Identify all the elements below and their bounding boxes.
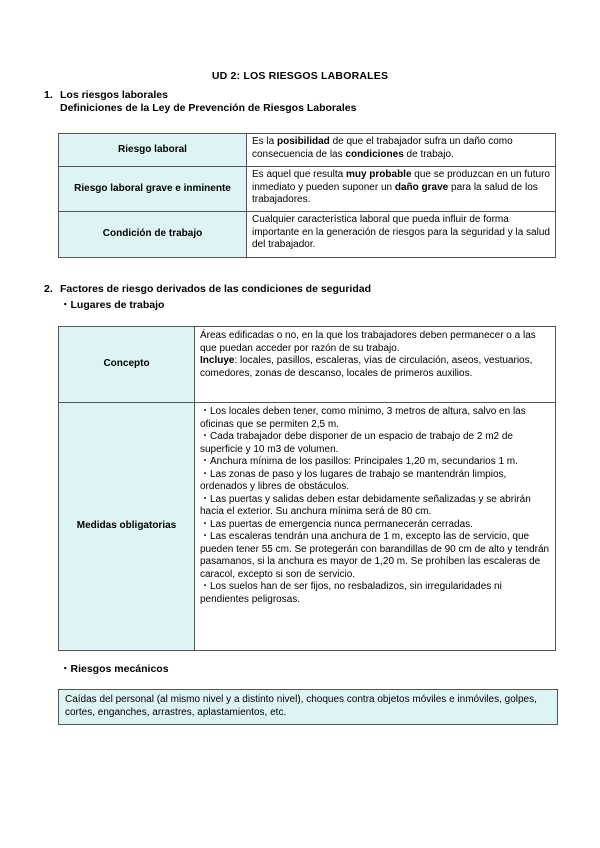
concept-text: Áreas edificadas o no, en la que los trabajadores deben permanecer o a las que puedan acceder por razón de su trabajo. Incluye: locales, pasillos, escaleras, vías de circulación, aseos, vestuarios, comedores, zonas de descanso, locales de primeros auxilios.: [195, 327, 556, 403]
section-1-title: Los riesgos laborales: [60, 89, 168, 101]
table-row: [59, 167, 556, 212]
section-2-number: 2.: [44, 283, 53, 295]
mechanical-risks-box: Caídas del personal (al mismo nivel y a distinto nivel), choques contra objetos móviles e inmóviles, golpes, cortes, enganches, arrastres, aplastamientos, etc.: [58, 689, 558, 725]
section-1-subheading: Definiciones de la Ley de Prevención de Riesgos Laborales: [60, 102, 357, 114]
row-label: Condición de trabajo: [59, 212, 247, 258]
list-item: ・Las puertas y salidas deben estar debidamente señalizadas y se abrirán hacia el exterior. Su anchura mínima será de 80 cm.: [200, 493, 531, 517]
list-item: ・Anchura mínima de los pasillos: Principales 1,20 m, secundarios 1 m.: [200, 456, 518, 467]
list-item: ・Cada trabajador debe disponer de un espacio de trabajo de 2 m2 de superficie y 10 m3 de volumen.: [200, 431, 513, 455]
measures-label: Medidas obligatorias: [59, 403, 195, 651]
section-1-heading: [44, 89, 168, 101]
concept-label: Concepto: [59, 327, 195, 403]
list-item: ・Los locales deben tener, como mínimo, 3 metros de altura, salvo en las oficinas que se permiten 2,5 m.: [200, 406, 526, 430]
bold-term: muy probable: [345, 169, 412, 180]
bold-term: posibilidad: [277, 136, 330, 147]
row-text: Es aquel que resulta muy probable que se produzcan en un futuro inmediato y pueden suponer un daño grave para la salud de los trabajadores.: [247, 167, 556, 212]
row-label: Riesgo laboral: [59, 134, 247, 167]
table-row: [59, 134, 556, 167]
list-item: ・Las zonas de paso y los lugares de trabajo se mantendrán limpios, ordenados y libres de obstáculos.: [200, 468, 507, 492]
document-title: UD 2: LOS RIESGOS LABORALES: [211, 70, 389, 82]
workplaces-table: [58, 326, 556, 651]
mechanical-risks-subheading: ・Riesgos mecánicos: [60, 663, 169, 675]
measures-list: [195, 403, 556, 651]
includes-label: Incluye: [200, 355, 235, 366]
section-2-title: Factores de riesgo derivados de las condiciones de seguridad: [60, 283, 372, 295]
table-row: [59, 212, 556, 258]
table-row: [59, 327, 556, 403]
section-2-heading: [44, 283, 371, 295]
bold-term: daño grave: [394, 181, 449, 193]
list-item: ・Las escaleras tendrán una anchura de 1 m, excepto las de servicio, que pueden tener 55 cm. Se protegerán con barandillas de 90 cm de alto y tendrán pasamanos, si la anchura es mayor de 1,20 m. Se prohíben las escaleras de caracol, excepto si son de servicio.: [200, 531, 550, 580]
list-item: ・Los suelos han de ser fijos, no resbaladizos, sin irregularidades ni pendientes peligrosas.: [200, 581, 502, 605]
bold-term: condiciones: [345, 148, 404, 160]
row-text: Es la posibilidad de que el trabajador sufra un daño como consecuencia de las condiciones de trabajo.: [247, 134, 556, 167]
row-text: Cualquier característica laboral que pueda influir de forma importante en la generación de riesgos para la seguridad y la salud del trabajador.: [247, 212, 556, 258]
workplaces-subheading: ・Lugares de trabajo: [60, 299, 165, 311]
table-row: [59, 403, 556, 651]
section-1-number: 1.: [44, 89, 53, 101]
definitions-table: [58, 133, 556, 258]
list-item: ・Las puertas de emergencia nunca permanecerán cerradas.: [200, 518, 473, 530]
row-label: Riesgo laboral grave e inminente: [59, 167, 247, 212]
